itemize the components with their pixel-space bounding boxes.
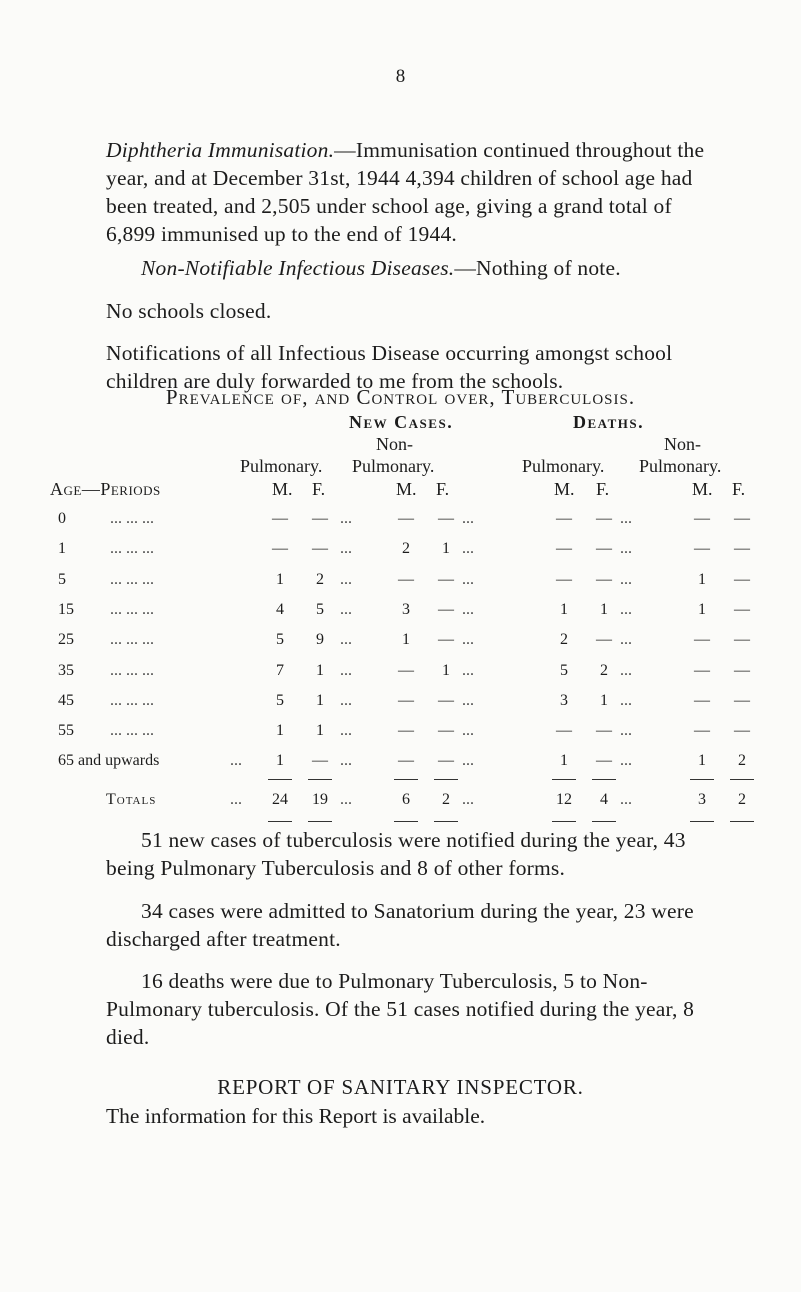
leader-dots: ... [462,790,474,808]
table-title: Prevalence of, and Control over, Tuberculosis. [165,385,636,409]
leader-dots: ... ... ... [110,540,154,558]
diphtheria-heading: Diphtheria Immunisation. [106,138,335,162]
age-period: 25 [58,631,74,649]
total-rule [308,779,332,780]
totals-cell: 19 [312,790,328,808]
table-cell: — [398,570,414,588]
leader-dots: ... ... ... [110,570,154,588]
leader-dots: ... [462,691,474,709]
table-cell: — [734,722,750,740]
age-period: 65 and upwards [58,752,160,770]
table-cell: 7 [276,661,284,679]
table-cell: — [398,691,414,709]
table-cell: — [438,600,454,618]
total-rule [730,779,754,780]
total-rule [268,821,292,822]
total-rule [592,821,616,822]
leader-dots: ... ... ... [110,510,154,527]
leader-dots: ... [462,661,474,679]
table-cell: — [694,722,710,740]
leader-dots: ... ... ... [110,691,154,709]
leader-dots: ... [620,691,632,709]
table-cell: — [556,570,572,588]
age-period: 5 [58,570,66,588]
table-cell: 1 [276,570,284,588]
table-cell: — [438,510,454,527]
age-period: 1 [58,540,66,558]
table-cell: — [596,510,612,527]
total-rule [268,779,292,780]
table-cell: — [596,540,612,558]
summary-sanatorium: 34 cases were admitted to Sanatorium during the year, 23 were discharged after treatment. [106,899,694,951]
table-cell: 4 [276,600,284,618]
age-period: 55 [58,722,74,740]
table-cell: 1 [442,661,450,679]
table-cell: — [398,752,414,770]
table-cell: — [272,540,288,558]
table-cell: — [272,510,288,527]
diphtheria-paragraph [106,136,718,248]
leader-dots: ... [620,631,632,649]
total-rule [434,821,458,822]
leader-dots: ... [340,691,352,709]
table-cell: — [556,722,572,740]
death-non-pulmonary-header: Pulmonary. [639,456,722,476]
table-cell: 2 [402,540,410,558]
table-cell: 1 [698,752,706,770]
table-cell: — [734,600,750,618]
sub-header-f: F. [312,479,326,499]
total-rule [690,821,714,822]
table-cell: — [596,722,612,740]
sub-header-f: F. [732,479,746,499]
leader-dots: ... [462,631,474,649]
total-rule [592,779,616,780]
table-cell: — [312,752,328,770]
table-cell: — [438,691,454,709]
leader-dots: ... [230,790,242,808]
table-cell: — [398,661,414,679]
table-cell: 1 [560,600,568,618]
non-notifiable-heading: Non-Notifiable Infectious Diseases. [141,256,455,280]
leader-dots: ... [620,790,632,808]
totals-cell: 24 [272,790,288,808]
total-rule [552,821,576,822]
table-cell: — [734,510,750,527]
table-cell: 1 [600,600,608,618]
total-rule [730,821,754,822]
diphtheria-text: —Immunisation continued throughout the year, and at December 31st, 1944 4,394 children of school age had been treated, and 2,505 under school age, giving a grand total of 6,899 immunised up to the end of 1944. [106,138,705,246]
leader-dots: ... [230,752,242,770]
leader-dots: ... [340,722,352,740]
leader-dots: ... [340,661,352,679]
table-cell: 2 [560,631,568,649]
new-pulmonary-header: Pulmonary. [240,456,323,476]
total-rule [552,779,576,780]
leader-dots: ... [620,540,632,558]
age-period: 0 [58,510,66,527]
table-cell: — [438,631,454,649]
totals-cell: 3 [698,790,706,808]
table-cell: 1 [402,631,410,649]
leader-dots: ... [620,510,632,527]
table-cell: — [694,540,710,558]
table-cell: — [734,631,750,649]
table-cell: — [734,661,750,679]
totals-cell: 2 [738,790,746,808]
leader-dots: ... [340,510,352,527]
totals-label: Totals [106,790,157,808]
leader-dots: ... [462,570,474,588]
table-cell: 1 [698,600,706,618]
leader-dots: ... [462,722,474,740]
table-cell: 1 [560,752,568,770]
leader-dots: ... ... ... [110,600,154,618]
age-period: 15 [58,600,74,618]
totals-cell: 2 [442,790,450,808]
totals-cell: 4 [600,790,608,808]
table-cell: — [438,570,454,588]
total-rule [394,821,418,822]
table-cell: — [556,510,572,527]
total-rule [308,821,332,822]
leader-dots: ... ... ... [110,722,154,740]
table-cell: 1 [276,752,284,770]
totals-cell: 12 [556,790,572,808]
leader-dots: ... [462,600,474,618]
table-cell: 2 [600,661,608,679]
leader-dots: ... [620,600,632,618]
sub-header-m: M. [272,479,293,499]
report-title: REPORT OF SANITARY INSPECTOR. [217,1075,584,1099]
table-cell: 5 [276,691,284,709]
table-cell: — [398,722,414,740]
leader-dots: ... [462,540,474,558]
table-cell: — [312,510,328,527]
sub-header-m: M. [554,479,575,499]
notifications-paragraph: Notifications of all Infectious Disease occurring amongst school children are duly forwarded to me from the schools. [106,341,673,393]
table-cell: — [694,691,710,709]
table-cell: — [438,722,454,740]
table-cell: 1 [316,691,324,709]
table-cell: 9 [316,631,324,649]
table-cell: — [438,752,454,770]
age-periods-header: Age—Periods [50,479,161,499]
table-cell: — [556,540,572,558]
table-cell: — [734,691,750,709]
leader-dots: ... [340,752,352,770]
deaths-non-label: Non- [664,434,701,454]
table-cell: 1 [442,540,450,558]
table-cell: — [312,540,328,558]
age-period: 45 [58,691,74,709]
new-cases-header: New Cases. [349,412,454,432]
table-cell: 1 [316,661,324,679]
new-cases-non-label: Non- [376,434,413,454]
table-cell: 1 [276,722,284,740]
table-cell: — [596,631,612,649]
non-notifiable-paragraph [106,254,718,282]
table-cell: 3 [402,600,410,618]
table-cell: — [596,570,612,588]
sub-header-m: M. [396,479,417,499]
table-cell: 5 [276,631,284,649]
page-number: 8 [395,66,406,87]
table-cell: 1 [316,722,324,740]
age-period: 35 [58,661,74,679]
leader-dots: ... [462,752,474,770]
leader-dots: ... [620,661,632,679]
totals-cell: 6 [402,790,410,808]
leader-dots: ... ... ... [110,631,154,649]
summary-deaths: 16 deaths were due to Pulmonary Tuberculosis, 5 to Non-Pulmonary tuberculosis. Of the 51 cases notified during the year, 8 died. [106,969,695,1049]
leader-dots: ... [620,722,632,740]
table-cell: 2 [316,570,324,588]
table-cell: 5 [560,661,568,679]
leader-dots: ... [340,600,352,618]
schools-closed-text: No schools closed. [106,299,272,323]
leader-dots: ... [620,570,632,588]
total-rule [394,779,418,780]
leader-dots: ... [340,631,352,649]
death-pulmonary-header: Pulmonary. [522,456,605,476]
table-cell: — [694,631,710,649]
summary-new-cases: 51 new cases of tuberculosis were notified during the year, 43 being Pulmonary Tuberculosis and 8 of other forms. [106,828,686,880]
sub-header-f: F. [436,479,450,499]
leader-dots: ... [620,752,632,770]
table-cell: — [596,752,612,770]
total-rule [434,779,458,780]
table-cell: 5 [316,600,324,618]
table-cell: — [694,661,710,679]
table-cell: — [694,510,710,527]
report-body: The information for this Report is available. [106,1104,486,1128]
table-cell: 1 [600,691,608,709]
leader-dots: ... [340,790,352,808]
table-cell: — [734,540,750,558]
leader-dots: ... [340,540,352,558]
leader-dots: ... [462,510,474,527]
leader-dots: ... ... ... [110,661,154,679]
deaths-header: Deaths. [573,412,645,432]
table-cell: 2 [738,752,746,770]
table-cell: 1 [698,570,706,588]
new-non-pulmonary-header: Pulmonary. [352,456,435,476]
sub-header-f: F. [596,479,610,499]
sub-header-m: M. [692,479,713,499]
table-cell: 3 [560,691,568,709]
total-rule [690,779,714,780]
non-notifiable-text: —Nothing of note. [454,256,621,280]
table-cell: — [398,510,414,527]
leader-dots: ... [340,570,352,588]
table-cell: — [734,570,750,588]
